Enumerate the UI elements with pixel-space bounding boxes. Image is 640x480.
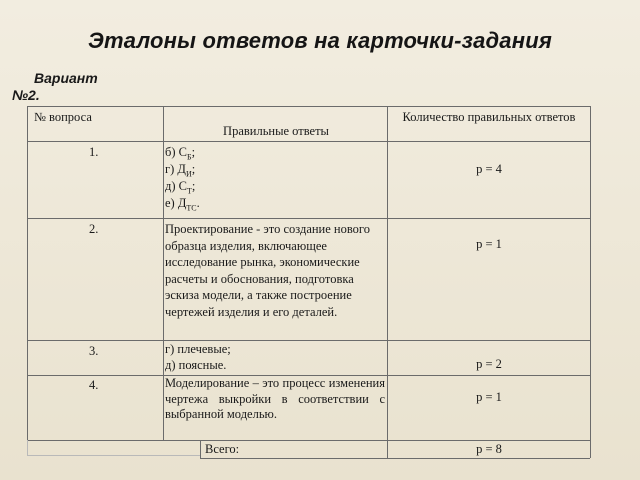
total-count: р = 8 (476, 442, 502, 456)
correct-count: р = 1 (476, 390, 502, 404)
header-question-no: № вопроса (34, 110, 92, 124)
answer-option: д) $С_Т$; (165, 179, 196, 196)
answer-option: д) поясные. (165, 358, 227, 372)
row-number: 1. (89, 145, 99, 159)
answer-option: б) $С_Б$; (165, 145, 196, 162)
variant-label (12, 70, 132, 104)
variant-number: №2. (12, 87, 40, 103)
correct-count: р = 4 (476, 162, 502, 176)
total-label: Всего: (205, 442, 240, 456)
grid-line (387, 106, 590, 107)
row-number: 3. (89, 344, 99, 358)
row-number: 4. (89, 378, 99, 392)
correct-count: р = 2 (476, 357, 502, 371)
answer-options-list (163, 341, 385, 373)
answer-option: г) $Д_И$; (165, 162, 196, 179)
variant-word: Вариант (34, 70, 98, 86)
grid-line (200, 458, 590, 459)
answer-text: Проектирование - это создание нового образца изделия, включающее исследование рынка, экономические расчеты и обоснования, подготовка эскиза модели, а также построение чертежей изделия и его деталей. (165, 222, 370, 319)
grid-line (27, 440, 590, 441)
grid-line (27, 106, 28, 440)
header-correct-answers: Правильные ответы (223, 124, 329, 138)
answer-option: г) плечевые; (165, 342, 231, 356)
correct-count: р = 1 (476, 237, 502, 251)
answer-text: Моделирование – это процесс изменения чертежа выкройки в соответствии с выбранной моделью. (165, 376, 385, 421)
page-title: Эталоны ответов на карточки-задания (87, 28, 553, 53)
grid-line (27, 455, 201, 456)
grid-line (27, 218, 590, 219)
row-number: 2. (89, 222, 99, 236)
answer-options-list (163, 144, 385, 212)
answer-option: е) $Д_{ТС}$. (165, 196, 200, 213)
grid-line (590, 106, 591, 458)
grid-line (27, 141, 590, 142)
grid-line (27, 440, 28, 456)
grid-line (27, 106, 163, 107)
grid-line (387, 106, 388, 458)
header-count-correct: Количество правильных ответов (402, 110, 576, 124)
grid-line (200, 440, 201, 458)
